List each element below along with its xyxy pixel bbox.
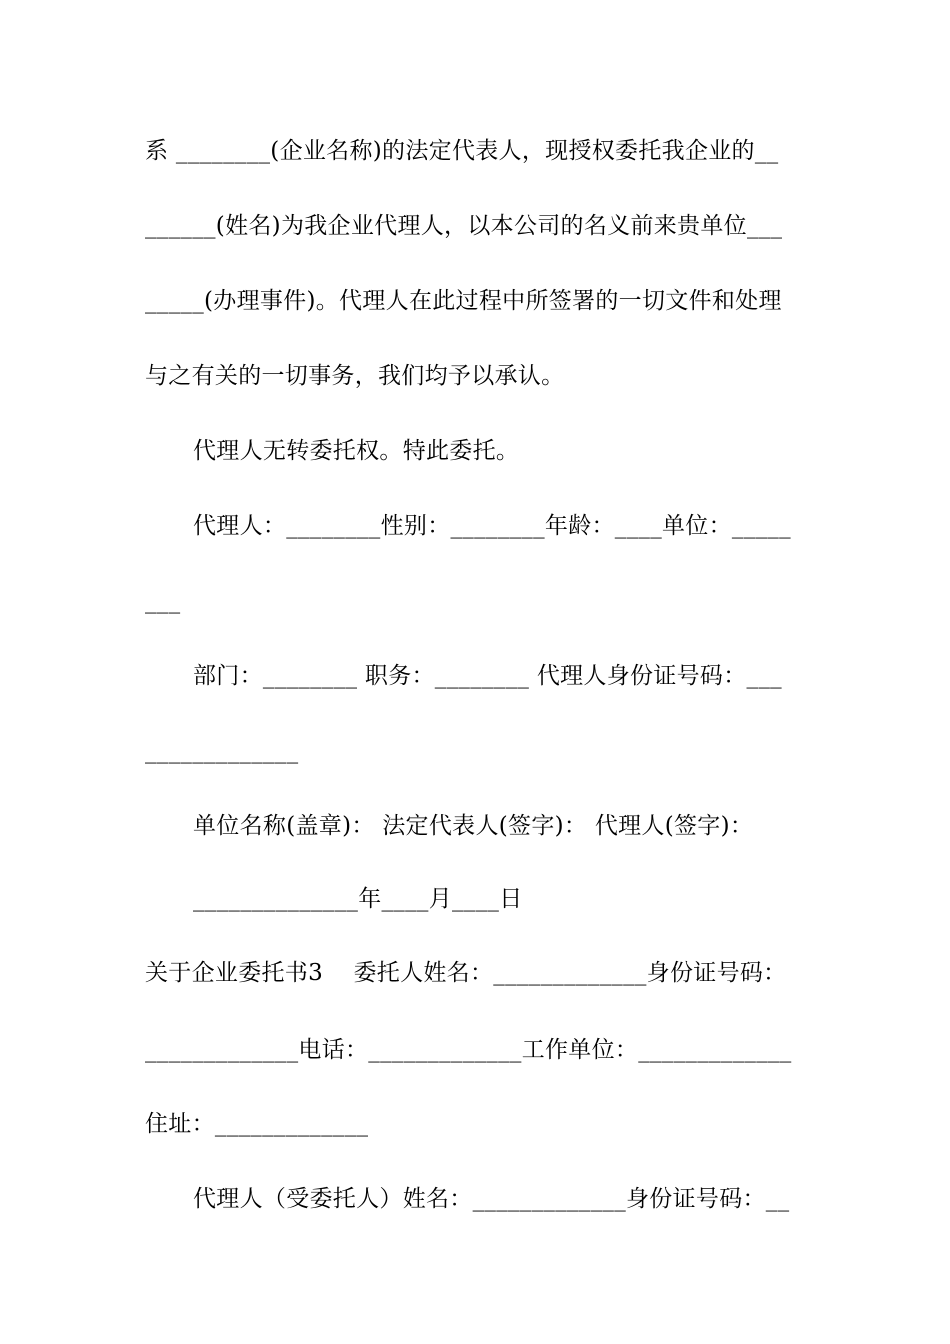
no-subdelegation-line: 代理人无转委托权。特此委托。 [193,438,520,464]
date-line: ______________年____月____日 [193,886,523,912]
signature-line: 单位名称(盖章)： 法定代表人(签字)： 代理人(签字)： [193,813,754,839]
paragraph-line-2: ______(姓名)为我企业代理人，以本公司的名义前来贵单位___ [145,213,783,239]
paragraph-line-3: _____(办理事件)。代理人在此过程中所签署的一切文件和处理 [145,288,782,314]
agent-info-line: 代理人：________性别：________年龄：____单位：_____ [193,513,791,539]
section-heading-line: 关于企业委托书3 委托人姓名：_____________身份证号码： [145,960,787,986]
address-line: 住址：_____________ [145,1111,369,1137]
contact-line: _____________电话：_____________工作单位：_____________ [145,1037,792,1063]
id-number-continuation: _____________ [145,738,299,764]
paragraph-line-1: 系 ________(企业名称)的法定代表人，现授权委托我企业的__ [145,138,779,164]
trustee-line: 代理人（受委托人）姓名：_____________身份证号码：__ [193,1186,790,1212]
paragraph-line-4: 与之有关的一切事务，我们均予以承认。 [145,363,565,389]
agent-info-continuation: ___ [145,588,181,614]
department-line: 部门：________ 职务：________ 代理人身份证号码：___ [193,663,782,689]
